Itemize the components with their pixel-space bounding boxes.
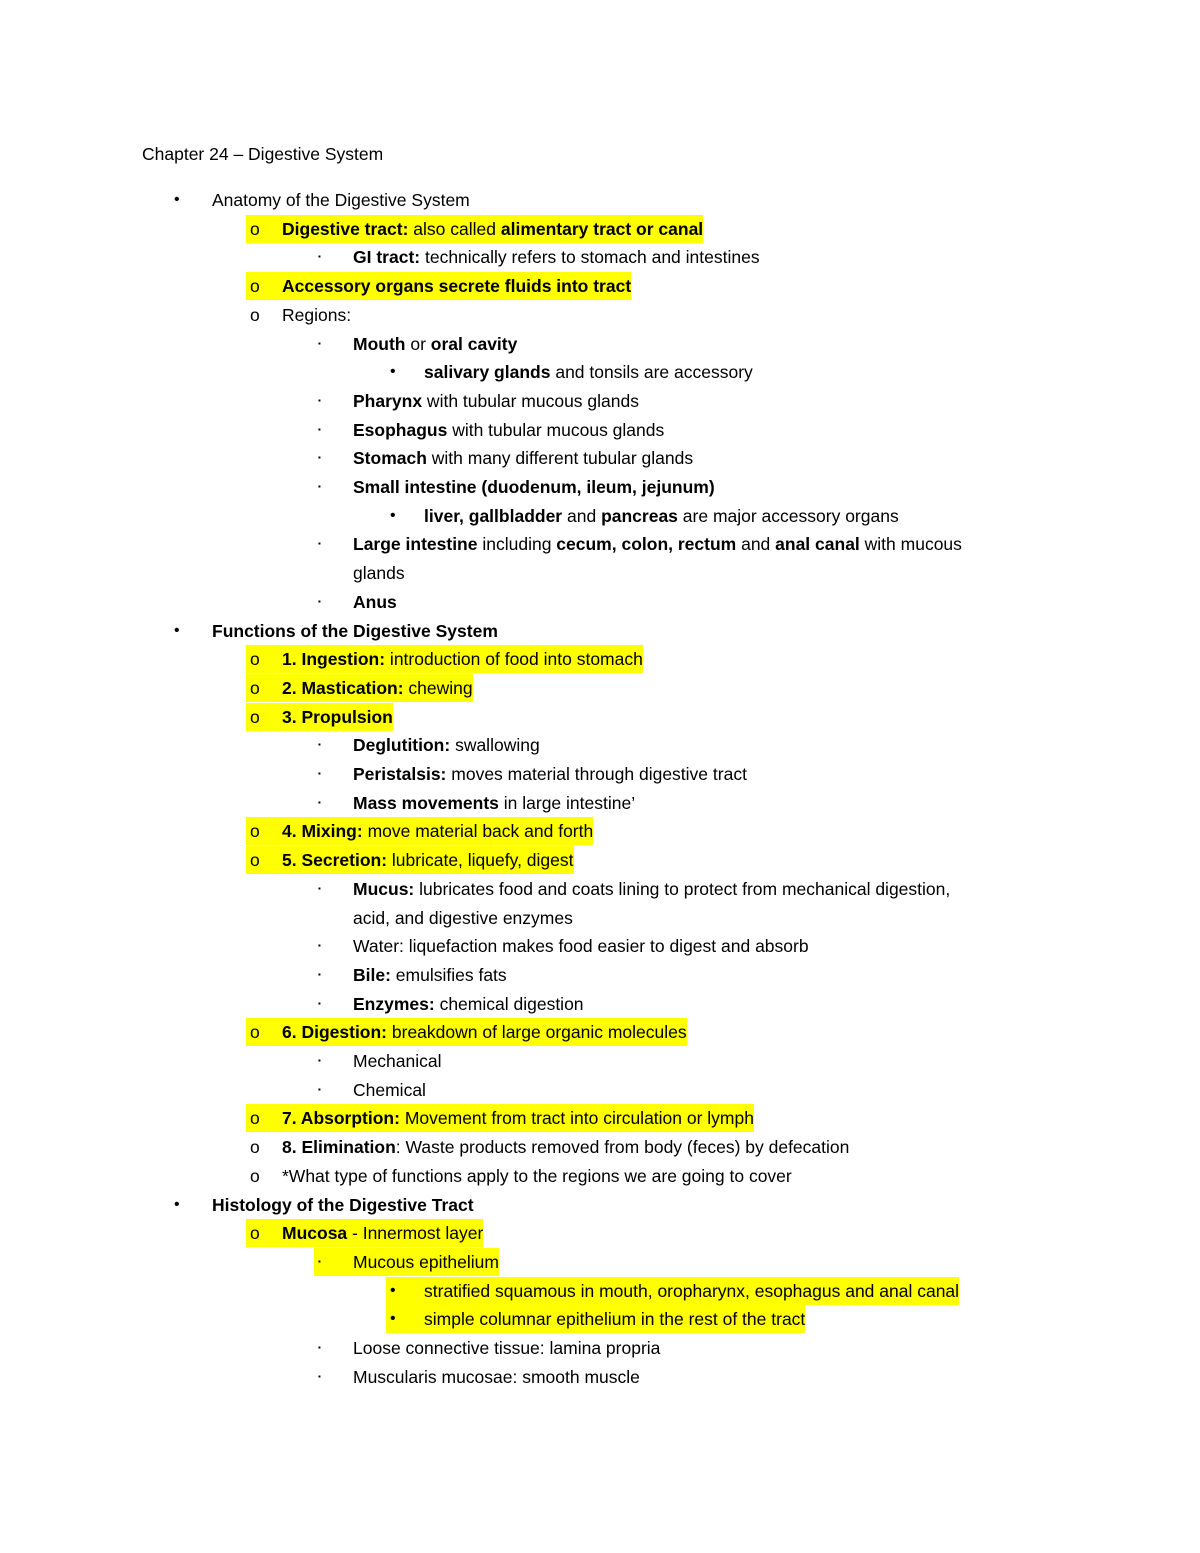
outline-item-text xyxy=(353,1248,499,1276)
list-marker-circle: o xyxy=(246,215,282,243)
text-segment: 1. Ingestion: xyxy=(282,649,386,670)
text-segment: are major accessory organs xyxy=(677,505,899,526)
text-segment: with many different tubular glands xyxy=(426,448,694,469)
list-marker-bullet: • xyxy=(390,363,396,381)
list-marker-circle: o xyxy=(246,645,282,673)
list-marker-bullet: • xyxy=(174,191,180,208)
list-marker-square: ▪ xyxy=(318,338,321,348)
text-segment: Small intestine (duodenum, ileum, jejunum) xyxy=(353,477,715,497)
list-marker-bullet: • xyxy=(390,506,396,524)
outline-item-text xyxy=(282,272,631,300)
text-segment: Mucus: xyxy=(353,878,415,899)
text-segment: Accessory organs secrete fluids into tract xyxy=(282,276,632,297)
list-marker-circle: o xyxy=(246,1018,282,1046)
outline-item-text xyxy=(353,961,507,989)
outline-item-text xyxy=(353,387,639,415)
text-segment: introduction of food into stomach xyxy=(385,649,643,670)
outline-item-text xyxy=(282,301,351,329)
text-segment: 8. Elimination xyxy=(282,1137,396,1158)
text-segment: 3. Propulsion xyxy=(282,706,393,727)
outline-item-text xyxy=(353,243,760,271)
text-segment: 6. Digestion: xyxy=(282,1022,388,1043)
text-segment: or xyxy=(405,333,431,354)
outline-item-text xyxy=(212,186,470,214)
outline-item-text xyxy=(282,703,393,731)
outline-item-text xyxy=(282,846,574,874)
list-marker-bullet: • xyxy=(386,1305,424,1333)
text-segment: with tubular mucous glands xyxy=(447,419,665,440)
outline-item-text xyxy=(424,502,899,530)
list-marker-square: ▪ xyxy=(318,1056,321,1065)
outline-item-text xyxy=(353,932,809,960)
list-marker-circle: o xyxy=(246,674,282,702)
text-segment: breakdown of large organic molecules xyxy=(387,1022,687,1043)
text-segment: 5. Secretion: xyxy=(282,850,388,871)
text-segment: pancreas xyxy=(601,505,678,526)
text-segment: 7. Absorption: xyxy=(282,1108,400,1129)
outline-item-text xyxy=(282,1018,687,1046)
outline-item-text xyxy=(353,530,962,558)
list-marker-square: ▪ xyxy=(318,395,321,405)
text-segment: chewing xyxy=(403,677,473,698)
text-segment: Functions of the Digestive System xyxy=(212,620,498,641)
text-segment: Anatomy of the Digestive System xyxy=(212,190,470,210)
outline-item-text xyxy=(282,1104,754,1132)
text-segment: and xyxy=(736,534,776,555)
text-segment: Mouth xyxy=(353,333,406,354)
text-segment: stratified squamous in mouth, oropharynx, esophagus and anal canal xyxy=(424,1280,960,1301)
text-segment: : Waste products removed from body (feces) by defecation xyxy=(395,1137,850,1158)
list-marker-circle: o xyxy=(250,1165,260,1186)
outline-item-text xyxy=(353,588,397,616)
outline-item-text xyxy=(282,215,703,243)
text-segment: and xyxy=(562,505,602,526)
text-segment: - Innermost layer xyxy=(347,1223,484,1244)
outline-item-text xyxy=(282,674,473,702)
outline-item-text xyxy=(212,617,498,645)
outline-item-text xyxy=(282,1133,849,1161)
list-marker-square: ▪ xyxy=(318,1084,321,1094)
text-segment: anal canal xyxy=(775,534,860,555)
list-marker-square: ▪ xyxy=(318,539,321,549)
text-segment: Mucosa xyxy=(282,1223,348,1244)
text-segment: Chemical xyxy=(353,1079,426,1100)
outline-item-text xyxy=(282,1162,792,1190)
text-segment: salivary glands xyxy=(424,362,551,383)
outline-item-text xyxy=(353,875,950,903)
list-marker-square: ▪ xyxy=(318,941,321,951)
list-marker-circle: o xyxy=(246,1219,282,1247)
list-marker-circle: o xyxy=(250,1137,260,1158)
text-segment: 2. Mastication: xyxy=(282,677,404,698)
text-segment: lamina propria xyxy=(544,1338,661,1358)
list-marker-square: ▪ xyxy=(314,1248,353,1276)
list-marker-circle: o xyxy=(246,846,282,874)
text-segment: Mechanical xyxy=(353,1051,442,1071)
list-marker-square: ▪ xyxy=(318,252,321,262)
text-segment: swallowing xyxy=(450,735,540,756)
list-marker-square: ▪ xyxy=(318,797,321,807)
text-segment: Anus xyxy=(353,591,397,612)
list-marker-circle: o xyxy=(246,817,282,845)
list-marker-circle: o xyxy=(246,703,282,731)
outline-item-text xyxy=(353,990,584,1018)
text-segment: Stomach xyxy=(353,448,427,469)
text-segment: chemical digestion xyxy=(434,993,584,1014)
outline-item-text xyxy=(353,330,517,358)
text-segment: Deglutition: xyxy=(353,735,451,756)
list-marker-square: ▪ xyxy=(318,998,321,1008)
text-segment: Movement from tract into circulation or lymph xyxy=(399,1108,754,1129)
list-marker-circle: o xyxy=(250,304,260,325)
text-segment: also called xyxy=(408,218,501,239)
list-marker-square: ▪ xyxy=(318,424,321,434)
outline-item-text xyxy=(353,1334,660,1362)
list-marker-square: ▪ xyxy=(318,1343,321,1352)
outline-item-text xyxy=(424,358,753,386)
list-marker-square: ▪ xyxy=(318,1371,321,1381)
text-segment: move material back and forth xyxy=(362,821,594,842)
list-marker-square: ▪ xyxy=(318,596,321,606)
page-title: Chapter 24 – Digestive System xyxy=(142,144,384,164)
text-segment: cecum, colon, rectum xyxy=(556,534,737,555)
outline-item-text xyxy=(424,1305,805,1333)
list-marker-bullet: • xyxy=(174,621,180,639)
text-segment: Large intestine xyxy=(353,534,478,555)
list-marker-bullet: • xyxy=(174,1195,180,1213)
list-marker-square: ▪ xyxy=(318,969,321,979)
outline-item-text xyxy=(353,444,693,472)
text-segment: emulsifies fats xyxy=(390,964,507,985)
outline-item-text xyxy=(353,731,540,759)
text-segment: Esophagus xyxy=(353,419,448,440)
text-segment: oral cavity xyxy=(430,333,518,354)
outline-item-text xyxy=(282,1219,483,1247)
outline-item-continuation: glands xyxy=(353,563,405,584)
text-segment: Regions: xyxy=(282,304,352,325)
text-segment: *What type of functions apply to the regions we are going to cover xyxy=(282,1165,792,1186)
text-segment: Pharynx xyxy=(353,390,423,411)
text-segment: Muscularis mucosae: smooth muscle xyxy=(353,1366,640,1387)
text-segment: liver, gallbladder xyxy=(424,505,563,526)
text-segment: Mucous epithelium xyxy=(353,1251,499,1272)
outline-item-text xyxy=(282,645,643,673)
text-segment: moves material through digestive tract xyxy=(446,764,747,784)
list-marker-square: ▪ xyxy=(318,883,321,893)
text-segment: GI tract: xyxy=(353,247,421,268)
list-marker-bullet: • xyxy=(386,1277,424,1305)
text-segment: alimentary tract or canal xyxy=(500,218,704,239)
text-segment: lubricates food and coats lining to protect from mechanical digestion, xyxy=(414,878,951,899)
text-segment: simple columnar epithelium in the rest of the tract xyxy=(424,1309,806,1330)
text-segment: with mucous xyxy=(859,534,962,555)
text-segment: Water: liquefaction makes food easier to digest and absorb xyxy=(353,936,809,957)
text-segment: Enzymes: xyxy=(353,993,435,1014)
outline-item-text xyxy=(424,1277,959,1305)
outline-item-text xyxy=(282,817,593,845)
list-marker-square: ▪ xyxy=(318,453,321,463)
text-segment: technically refers to stomach and intestines xyxy=(420,247,760,268)
outline-item-text xyxy=(353,760,747,788)
outline-item-text xyxy=(353,473,715,501)
list-marker-square: ▪ xyxy=(318,740,321,750)
outline-item-text xyxy=(212,1191,474,1219)
text-segment: in large intestine’ xyxy=(498,792,636,813)
list-marker-square: ▪ xyxy=(318,482,321,491)
text-segment: Loose connective tissue: xyxy=(353,1338,545,1358)
text-segment: Peristalsis: xyxy=(353,764,447,784)
outline-item-text xyxy=(353,1047,442,1075)
text-segment: lubricate, liquefy, digest xyxy=(387,850,574,871)
outline-item-text xyxy=(353,1363,640,1391)
text-segment: including xyxy=(477,534,557,555)
outline-item-continuation: acid, and digestive enzymes xyxy=(353,907,573,928)
outline-item-text xyxy=(353,789,635,817)
text-segment: and tonsils are accessory xyxy=(550,362,753,383)
text-segment: with tubular mucous glands xyxy=(422,390,639,411)
text-segment: 4. Mixing: xyxy=(282,821,363,842)
text-segment: Digestive tract: xyxy=(282,218,409,239)
outline-item-text xyxy=(353,416,664,444)
list-marker-circle: o xyxy=(246,272,282,300)
text-segment: Histology of the Digestive Tract xyxy=(212,1194,474,1215)
outline-item-text xyxy=(353,1076,426,1104)
text-segment: Mass movements xyxy=(353,792,499,813)
list-marker-square: ▪ xyxy=(318,769,321,778)
text-segment: Bile: xyxy=(353,964,391,985)
list-marker-circle: o xyxy=(246,1104,282,1132)
